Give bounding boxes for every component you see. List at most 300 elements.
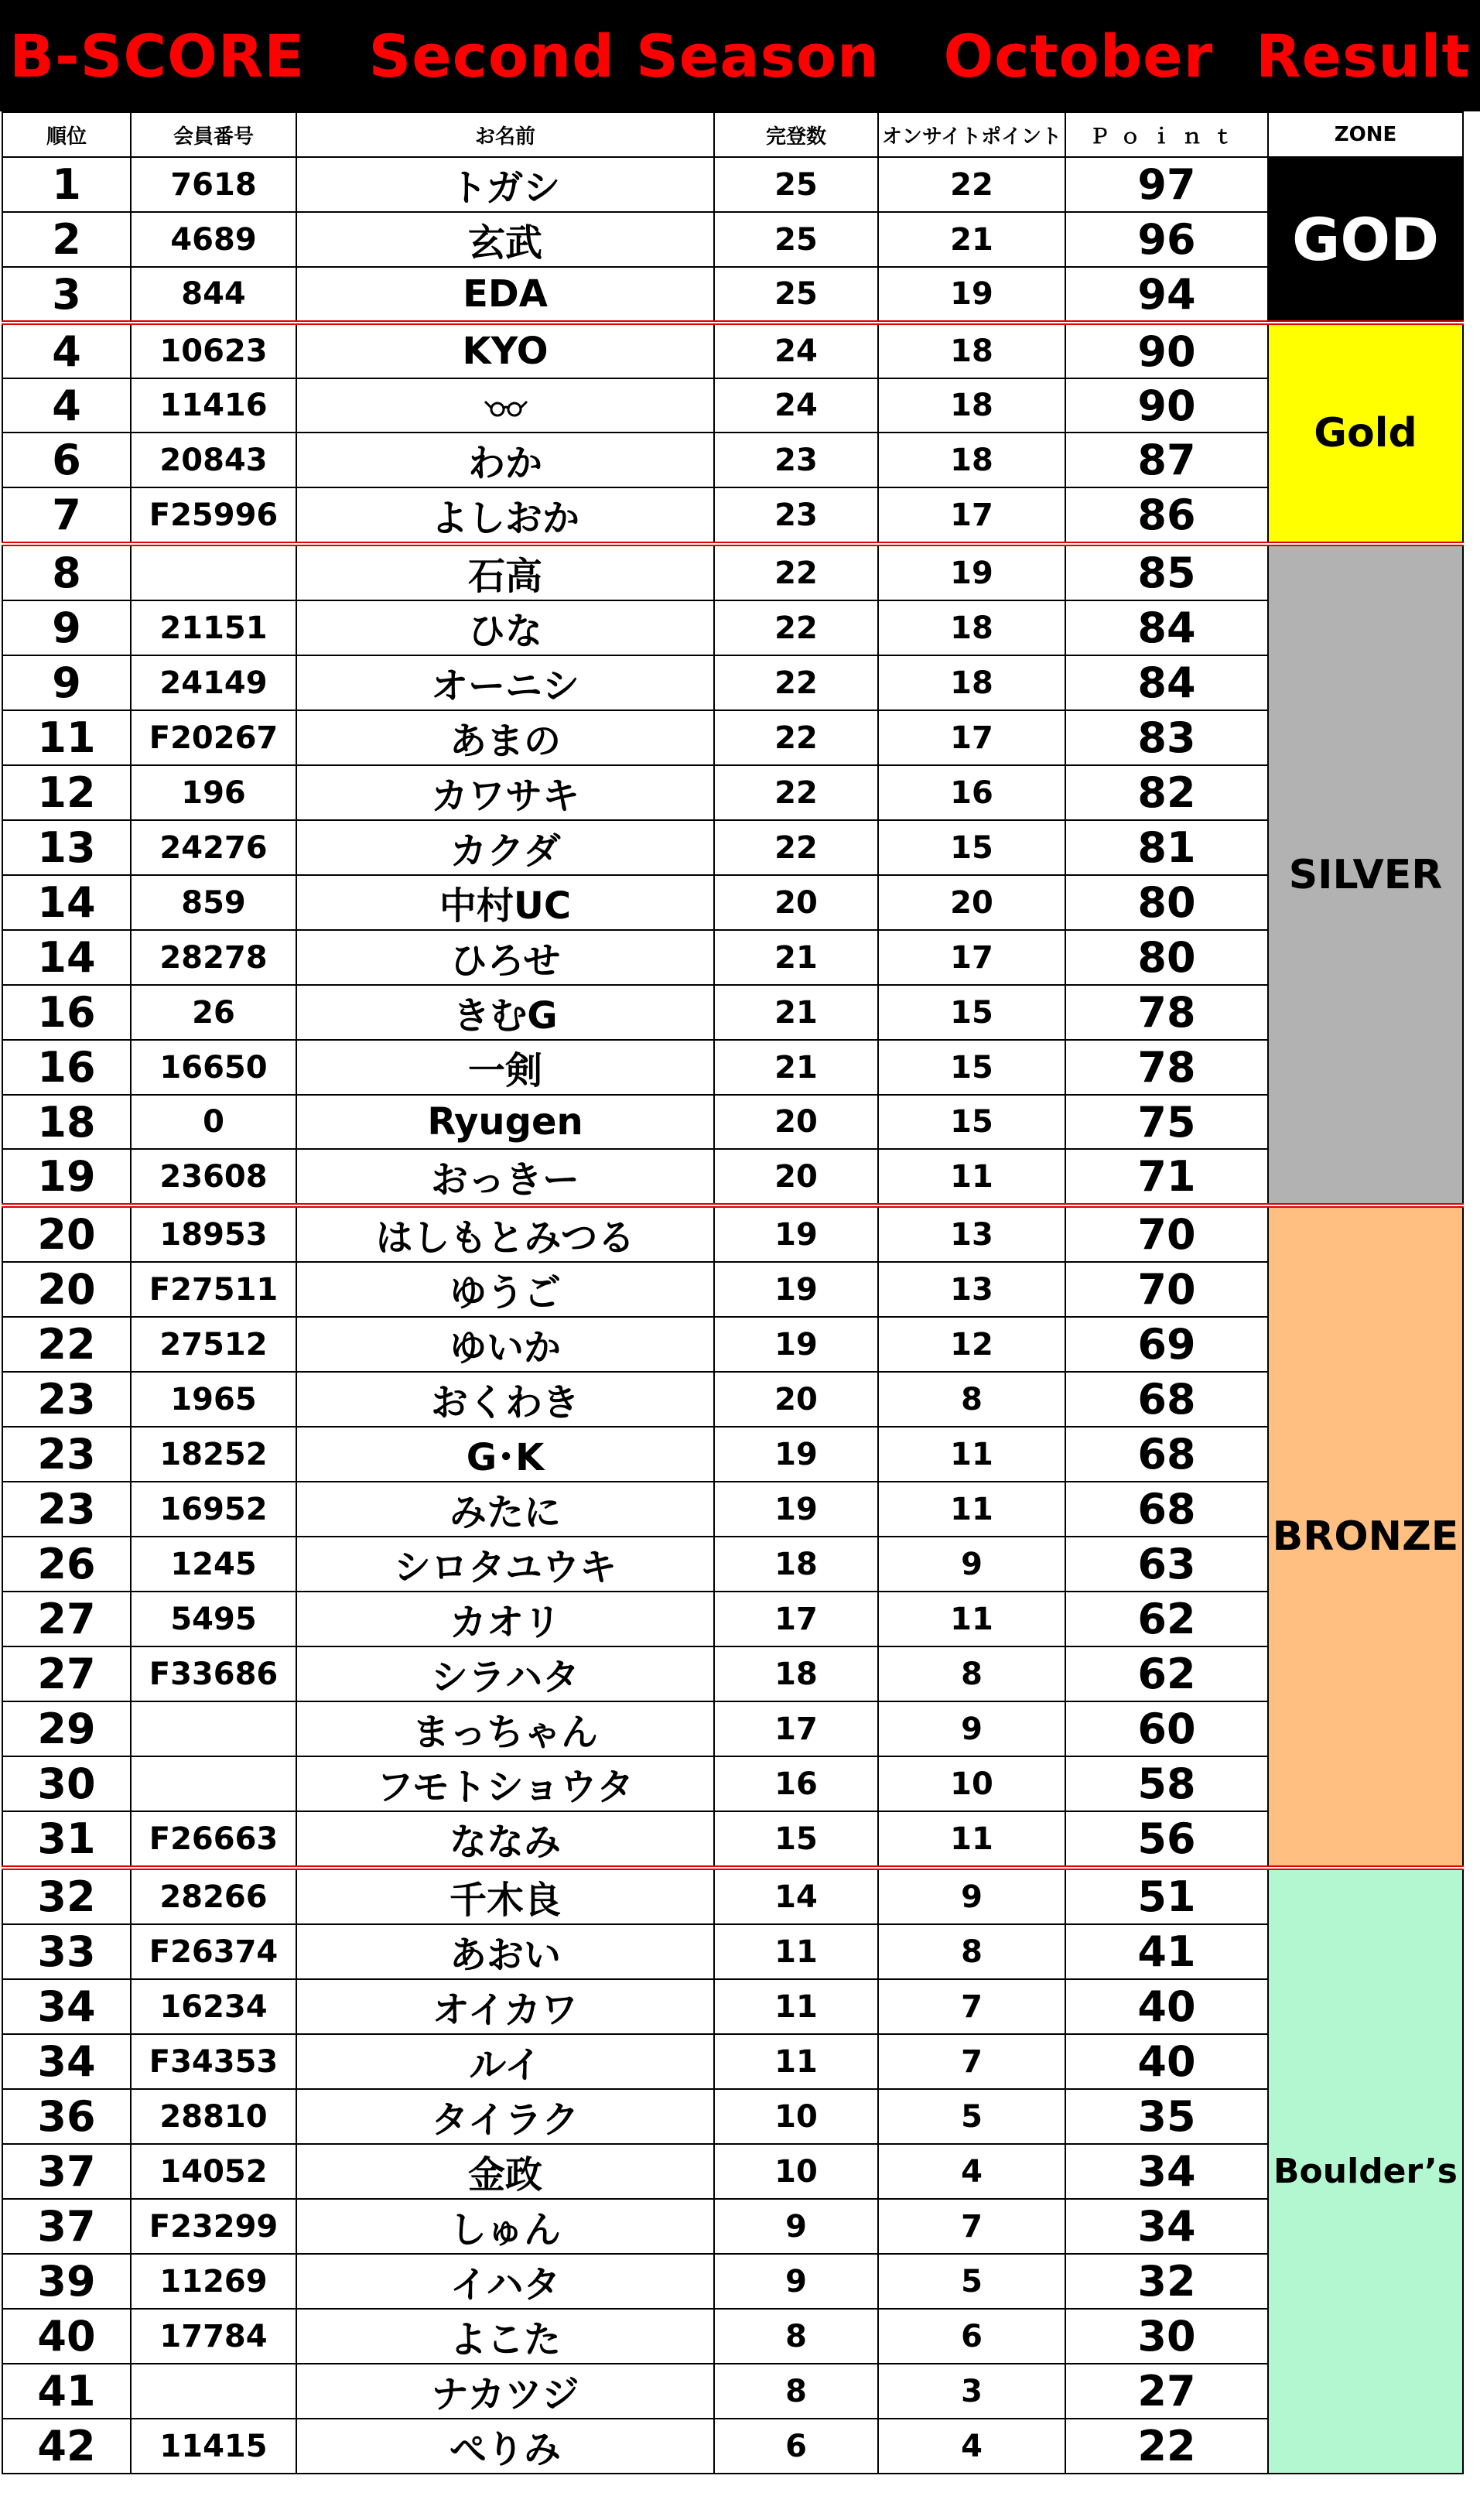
name-cell-glasses	[296, 378, 714, 433]
member-number-cell: 23608	[131, 1149, 296, 1205]
point-cell: 85	[1065, 544, 1268, 600]
table-row	[2, 1701, 1463, 1756]
completed-count-cell: 19	[714, 1317, 878, 1372]
member-number-cell: 1245	[131, 1537, 296, 1592]
completed-count-cell: 9	[714, 2199, 878, 2254]
point-cell: 69	[1065, 1317, 1268, 1372]
member-number-cell: F33686	[131, 1646, 296, 1701]
name-cell: ななみ	[296, 1811, 714, 1868]
member-number-cell: 20843	[131, 433, 296, 487]
completed-count-cell: 22	[714, 765, 878, 820]
completed-count-cell: 22	[714, 655, 878, 710]
rank-cell: 16	[2, 985, 131, 1040]
table-row	[2, 1262, 1463, 1317]
name-cell: 千木良	[296, 1868, 714, 1924]
name-cell: ぺりみ	[296, 2419, 714, 2474]
table-row	[2, 323, 1463, 378]
onsite-point-cell: 15	[878, 1095, 1065, 1149]
table-row	[2, 2419, 1463, 2474]
name-cell: ルイ	[296, 2034, 714, 2089]
header-completed: 完登数	[714, 112, 878, 157]
table-row	[2, 157, 1463, 212]
rank-cell: 34	[2, 2034, 131, 2089]
member-number-cell: 859	[131, 875, 296, 930]
member-number-cell: 0	[131, 1095, 296, 1149]
member-number-cell: F26663	[131, 1811, 296, 1868]
onsite-point-cell: 3	[878, 2364, 1065, 2419]
table-row	[2, 1205, 1463, 1262]
point-cell: 40	[1065, 2034, 1268, 2089]
onsite-point-cell: 5	[878, 2254, 1065, 2309]
point-cell: 68	[1065, 1427, 1268, 1482]
table-row	[2, 1372, 1463, 1427]
rank-cell: 33	[2, 1924, 131, 1979]
completed-count-cell: 15	[714, 1811, 878, 1868]
name-cell: EDA	[296, 267, 714, 323]
name-cell: 一剣	[296, 1040, 714, 1095]
table-row	[2, 487, 1463, 544]
onsite-point-cell: 22	[878, 157, 1065, 212]
completed-count-cell: 18	[714, 1646, 878, 1701]
zone-bronze: BRONZE	[1268, 1205, 1463, 1868]
completed-count-cell: 25	[714, 157, 878, 212]
rank-cell: 27	[2, 1646, 131, 1701]
onsite-point-cell: 21	[878, 212, 1065, 267]
completed-count-cell: 21	[714, 985, 878, 1040]
onsite-point-cell: 11	[878, 1811, 1065, 1868]
rank-cell: 22	[2, 1317, 131, 1372]
name-cell: シロタユウキ	[296, 1537, 714, 1592]
member-number-cell: 10623	[131, 323, 296, 378]
rank-cell: 39	[2, 2254, 131, 2309]
onsite-point-cell: 11	[878, 1482, 1065, 1537]
name-cell: きむG	[296, 985, 714, 1040]
completed-count-cell: 19	[714, 1205, 878, 1262]
rank-cell: 16	[2, 1040, 131, 1095]
completed-count-cell: 10	[714, 2089, 878, 2144]
table-row	[2, 1646, 1463, 1701]
table-row	[2, 820, 1463, 875]
point-cell: 35	[1065, 2089, 1268, 2144]
completed-count-cell: 14	[714, 1868, 878, 1924]
point-cell: 82	[1065, 765, 1268, 820]
name-cell: フモトショウタ	[296, 1756, 714, 1811]
table-row	[2, 1317, 1463, 1372]
member-number-cell: F25996	[131, 487, 296, 544]
rank-cell: 37	[2, 2144, 131, 2199]
point-cell: 80	[1065, 930, 1268, 985]
completed-count-cell: 25	[714, 212, 878, 267]
name-cell: 玄武	[296, 212, 714, 267]
name-cell: 金政	[296, 2144, 714, 2199]
rank-cell: 32	[2, 1868, 131, 1924]
onsite-point-cell: 4	[878, 2144, 1065, 2199]
onsite-point-cell: 12	[878, 1317, 1065, 1372]
member-number-cell	[131, 1701, 296, 1756]
table-row	[2, 1427, 1463, 1482]
point-cell: 87	[1065, 433, 1268, 487]
table-row	[2, 1095, 1463, 1149]
rank-cell: 34	[2, 1979, 131, 2034]
onsite-point-cell: 13	[878, 1205, 1065, 1262]
onsite-point-cell: 18	[878, 323, 1065, 378]
completed-count-cell: 16	[714, 1756, 878, 1811]
completed-count-cell: 20	[714, 875, 878, 930]
member-number-cell: 196	[131, 765, 296, 820]
member-number-cell: F27511	[131, 1262, 296, 1317]
onsite-point-cell: 9	[878, 1868, 1065, 1924]
rank-cell: 40	[2, 2309, 131, 2364]
rank-cell: 8	[2, 544, 131, 600]
point-cell: 70	[1065, 1205, 1268, 1262]
table-row	[2, 2199, 1463, 2254]
name-cell: まっちゃん	[296, 1701, 714, 1756]
onsite-point-cell: 7	[878, 2199, 1065, 2254]
rank-cell: 7	[2, 487, 131, 544]
zone-silver: SILVER	[1268, 544, 1463, 1205]
member-number-cell: 18953	[131, 1205, 296, 1262]
point-cell: 70	[1065, 1262, 1268, 1317]
onsite-point-cell: 11	[878, 1149, 1065, 1205]
point-cell: 84	[1065, 600, 1268, 655]
rank-cell: 13	[2, 820, 131, 875]
completed-count-cell: 11	[714, 1979, 878, 2034]
name-cell: トガシ	[296, 157, 714, 212]
rank-cell: 41	[2, 2364, 131, 2419]
onsite-point-cell: 6	[878, 2309, 1065, 2364]
name-cell: わか	[296, 433, 714, 487]
name-cell: カクダ	[296, 820, 714, 875]
point-cell: 34	[1065, 2199, 1268, 2254]
name-cell: ナカツジ	[296, 2364, 714, 2419]
rank-cell: 20	[2, 1205, 131, 1262]
rank-cell: 26	[2, 1537, 131, 1592]
member-number-cell: 16952	[131, 1482, 296, 1537]
member-number-cell: 11416	[131, 378, 296, 433]
name-cell: イハタ	[296, 2254, 714, 2309]
onsite-point-cell: 20	[878, 875, 1065, 930]
completed-count-cell: 22	[714, 600, 878, 655]
rank-cell: 14	[2, 930, 131, 985]
table-row	[2, 710, 1463, 765]
member-number-cell: 18252	[131, 1427, 296, 1482]
header-name: お名前	[296, 112, 714, 157]
member-number-cell: F23299	[131, 2199, 296, 2254]
onsite-point-cell: 5	[878, 2089, 1065, 2144]
onsite-point-cell: 8	[878, 1646, 1065, 1701]
rank-cell: 23	[2, 1372, 131, 1427]
rank-cell: 11	[2, 710, 131, 765]
results-table	[2, 111, 1464, 2474]
member-number-cell: 26	[131, 985, 296, 1040]
name-cell: おっきー	[296, 1149, 714, 1205]
table-row	[2, 930, 1463, 985]
completed-count-cell: 11	[714, 2034, 878, 2089]
name-cell: KYO	[296, 323, 714, 378]
point-cell: 34	[1065, 2144, 1268, 2199]
name-cell: よこた	[296, 2309, 714, 2364]
completed-count-cell: 6	[714, 2419, 878, 2474]
member-number-cell	[131, 544, 296, 600]
completed-count-cell: 19	[714, 1262, 878, 1317]
completed-count-cell: 21	[714, 1040, 878, 1095]
completed-count-cell: 11	[714, 1924, 878, 1979]
member-number-cell: 14052	[131, 2144, 296, 2199]
table-row	[2, 2364, 1463, 2419]
point-cell: 86	[1065, 487, 1268, 544]
member-number-cell: 24149	[131, 655, 296, 710]
rank-cell: 6	[2, 433, 131, 487]
table-row	[2, 1537, 1463, 1592]
table-row	[2, 765, 1463, 820]
rank-cell: 1	[2, 157, 131, 212]
point-cell: 32	[1065, 2254, 1268, 2309]
member-number-cell: 17784	[131, 2309, 296, 2364]
name-cell: タイラク	[296, 2089, 714, 2144]
name-cell: G･K	[296, 1427, 714, 1482]
point-cell: 40	[1065, 1979, 1268, 2034]
completed-count-cell: 17	[714, 1701, 878, 1756]
onsite-point-cell: 9	[878, 1701, 1065, 1756]
table-row	[2, 1592, 1463, 1646]
onsite-point-cell: 15	[878, 1040, 1065, 1095]
header-zone: ZONE	[1268, 112, 1463, 157]
completed-count-cell: 22	[714, 820, 878, 875]
table-row	[2, 212, 1463, 267]
table-row	[2, 1868, 1463, 1924]
name-cell: ゆいか	[296, 1317, 714, 1372]
completed-count-cell: 17	[714, 1592, 878, 1646]
point-cell: 68	[1065, 1482, 1268, 1537]
onsite-point-cell: 13	[878, 1262, 1065, 1317]
point-cell: 83	[1065, 710, 1268, 765]
rank-cell: 4	[2, 378, 131, 433]
table-row	[2, 2089, 1463, 2144]
rank-cell: 23	[2, 1482, 131, 1537]
header-rank: 順位	[2, 112, 131, 157]
completed-count-cell: 19	[714, 1482, 878, 1537]
name-cell: みたに	[296, 1482, 714, 1537]
table-row	[2, 2034, 1463, 2089]
completed-count-cell: 19	[714, 1427, 878, 1482]
name-cell: 石高	[296, 544, 714, 600]
completed-count-cell: 22	[714, 710, 878, 765]
table-row	[2, 2144, 1463, 2199]
completed-count-cell: 20	[714, 1372, 878, 1427]
onsite-point-cell: 17	[878, 487, 1065, 544]
point-cell: 56	[1065, 1811, 1268, 1868]
rank-cell: 2	[2, 212, 131, 267]
onsite-point-cell: 18	[878, 378, 1065, 433]
header-row	[2, 112, 1463, 157]
onsite-point-cell: 8	[878, 1924, 1065, 1979]
zone-boulders: Boulder’s	[1268, 1868, 1463, 2474]
table-row	[2, 378, 1463, 433]
point-cell: 75	[1065, 1095, 1268, 1149]
onsite-point-cell: 18	[878, 433, 1065, 487]
onsite-point-cell: 4	[878, 2419, 1065, 2474]
name-cell: カオリ	[296, 1592, 714, 1646]
completed-count-cell: 10	[714, 2144, 878, 2199]
point-cell: 68	[1065, 1372, 1268, 1427]
name-cell: おくわき	[296, 1372, 714, 1427]
point-cell: 22	[1065, 2419, 1268, 2474]
header-member-no: 会員番号	[131, 112, 296, 157]
completed-count-cell: 18	[714, 1537, 878, 1592]
rank-cell: 14	[2, 875, 131, 930]
onsite-point-cell: 19	[878, 544, 1065, 600]
onsite-point-cell: 17	[878, 930, 1065, 985]
page-title: B-SCORE Second Season October Result	[9, 21, 1471, 91]
table-row	[2, 655, 1463, 710]
point-cell: 90	[1065, 378, 1268, 433]
completed-count-cell: 23	[714, 433, 878, 487]
point-cell: 41	[1065, 1924, 1268, 1979]
onsite-point-cell: 10	[878, 1756, 1065, 1811]
table-row	[2, 600, 1463, 655]
point-cell: 97	[1065, 157, 1268, 212]
member-number-cell	[131, 1756, 296, 1811]
point-cell: 96	[1065, 212, 1268, 267]
member-number-cell: F34353	[131, 2034, 296, 2089]
rank-cell: 30	[2, 1756, 131, 1811]
member-number-cell: 844	[131, 267, 296, 323]
rank-cell: 42	[2, 2419, 131, 2474]
completed-count-cell: 8	[714, 2309, 878, 2364]
member-number-cell: 16650	[131, 1040, 296, 1095]
member-number-cell: 28266	[131, 1868, 296, 1924]
name-cell: あおい	[296, 1924, 714, 1979]
completed-count-cell: 20	[714, 1095, 878, 1149]
table-row	[2, 985, 1463, 1040]
rank-cell: 12	[2, 765, 131, 820]
member-number-cell: F26374	[131, 1924, 296, 1979]
rank-cell: 18	[2, 1095, 131, 1149]
member-number-cell	[131, 2364, 296, 2419]
point-cell: 90	[1065, 323, 1268, 378]
rank-cell: 31	[2, 1811, 131, 1868]
point-cell: 62	[1065, 1592, 1268, 1646]
name-cell: Ryugen	[296, 1095, 714, 1149]
completed-count-cell: 9	[714, 2254, 878, 2309]
completed-count-cell: 23	[714, 487, 878, 544]
name-cell: しゅん	[296, 2199, 714, 2254]
table-row	[2, 267, 1463, 323]
onsite-point-cell: 9	[878, 1537, 1065, 1592]
rank-cell: 4	[2, 323, 131, 378]
header-point: Ｐｏｉｎｔ	[1065, 112, 1268, 157]
rank-cell: 37	[2, 2199, 131, 2254]
table-row	[2, 875, 1463, 930]
title-bar	[0, 0, 1480, 111]
point-cell: 78	[1065, 1040, 1268, 1095]
member-number-cell: 11415	[131, 2419, 296, 2474]
onsite-point-cell: 8	[878, 1372, 1065, 1427]
completed-count-cell: 24	[714, 378, 878, 433]
member-number-cell: 7618	[131, 157, 296, 212]
onsite-point-cell: 18	[878, 655, 1065, 710]
completed-count-cell: 21	[714, 930, 878, 985]
point-cell: 30	[1065, 2309, 1268, 2364]
onsite-point-cell: 18	[878, 600, 1065, 655]
name-cell: 中村UC	[296, 875, 714, 930]
table-row	[2, 1811, 1463, 1868]
onsite-point-cell: 11	[878, 1427, 1065, 1482]
member-number-cell: 16234	[131, 1979, 296, 2034]
table-row	[2, 1756, 1463, 1811]
name-cell: オーニシ	[296, 655, 714, 710]
member-number-cell: F20267	[131, 710, 296, 765]
onsite-point-cell: 15	[878, 820, 1065, 875]
rank-cell: 9	[2, 600, 131, 655]
name-cell: カワサキ	[296, 765, 714, 820]
point-cell: 78	[1065, 985, 1268, 1040]
member-number-cell: 27512	[131, 1317, 296, 1372]
table-row	[2, 544, 1463, 600]
rank-cell: 9	[2, 655, 131, 710]
point-cell: 62	[1065, 1646, 1268, 1701]
rank-cell: 23	[2, 1427, 131, 1482]
table-row	[2, 433, 1463, 487]
point-cell: 63	[1065, 1537, 1268, 1592]
table-row	[2, 2309, 1463, 2364]
name-cell: はしもとみつる	[296, 1205, 714, 1262]
table-row	[2, 1149, 1463, 1205]
point-cell: 27	[1065, 2364, 1268, 2419]
name-cell: シラハタ	[296, 1646, 714, 1701]
onsite-point-cell: 19	[878, 267, 1065, 323]
member-number-cell: 4689	[131, 212, 296, 267]
completed-count-cell: 25	[714, 267, 878, 323]
point-cell: 51	[1065, 1868, 1268, 1924]
point-cell: 84	[1065, 655, 1268, 710]
rank-cell: 29	[2, 1701, 131, 1756]
name-cell: よしおか	[296, 487, 714, 544]
point-cell: 60	[1065, 1701, 1268, 1756]
member-number-cell: 21151	[131, 600, 296, 655]
table-row	[2, 2254, 1463, 2309]
completed-count-cell: 24	[714, 323, 878, 378]
results-body	[2, 157, 1463, 2474]
member-number-cell: 28278	[131, 930, 296, 985]
member-number-cell: 24276	[131, 820, 296, 875]
completed-count-cell: 22	[714, 544, 878, 600]
zone-god: GOD	[1268, 157, 1463, 323]
name-cell: ひろせ	[296, 930, 714, 985]
glasses-icon	[482, 398, 528, 418]
table-row	[2, 1040, 1463, 1095]
point-cell: 80	[1065, 875, 1268, 930]
name-cell: オイカワ	[296, 1979, 714, 2034]
onsite-point-cell: 17	[878, 710, 1065, 765]
member-number-cell: 1965	[131, 1372, 296, 1427]
table-row	[2, 1979, 1463, 2034]
name-cell: ゆうご	[296, 1262, 714, 1317]
rank-cell: 27	[2, 1592, 131, 1646]
table-row	[2, 1482, 1463, 1537]
point-cell: 94	[1065, 267, 1268, 323]
onsite-point-cell: 15	[878, 985, 1065, 1040]
completed-count-cell: 20	[714, 1149, 878, 1205]
completed-count-cell: 8	[714, 2364, 878, 2419]
onsite-point-cell: 16	[878, 765, 1065, 820]
point-cell: 58	[1065, 1756, 1268, 1811]
rank-cell: 3	[2, 267, 131, 323]
member-number-cell: 5495	[131, 1592, 296, 1646]
zone-gold: Gold	[1268, 323, 1463, 544]
rank-cell: 19	[2, 1149, 131, 1205]
name-cell: ひな	[296, 600, 714, 655]
